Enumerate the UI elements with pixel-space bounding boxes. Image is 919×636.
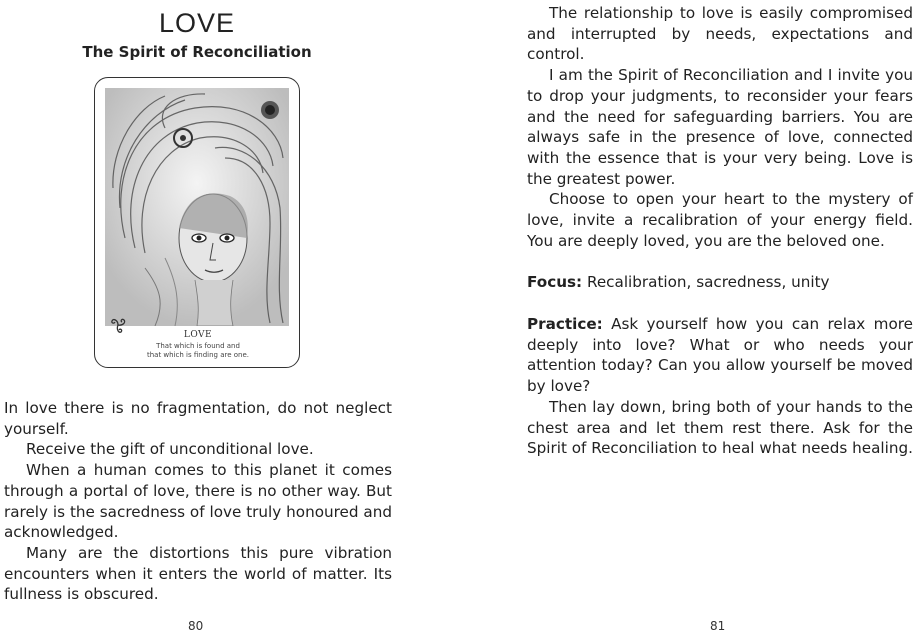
focus-line xyxy=(527,272,913,293)
chapter-subtitle: The Spirit of Reconciliation xyxy=(82,43,312,61)
card-caption-line: That which is found and xyxy=(156,342,240,350)
paragraph: In love there is no fragmentation, do not neglect yourself. xyxy=(4,399,392,438)
focus-text: Recalibration, sacredness, unity xyxy=(582,273,830,291)
practice-label: Practice: xyxy=(527,315,603,333)
paragraph: Receive the gift of unconditional love. xyxy=(26,440,314,459)
chapter-title: LOVE xyxy=(158,8,236,38)
practice-paragraph xyxy=(527,314,913,397)
paragraph: Choose to open your heart to the mystery of love, invite a recalibration of your energy field. You are deeply loved, you are the beloved one. xyxy=(527,190,913,250)
practice-section xyxy=(527,314,913,459)
paragraph: When a human comes to this planet it comes through a portal of love, there is no other way. But rarely is the sacredness of love truly honoured and acknowledged. xyxy=(4,461,392,542)
left-body-text xyxy=(4,398,392,605)
left-page xyxy=(0,0,459,636)
paragraph: Many are the distortions this pure vibration encounters when it enters the world of matter. Its fullness is obscured. xyxy=(4,543,392,604)
practice-text: Ask yourself how you can relax more deeply into love? What or who needs your attention today? Can you allow yourself be moved by love? xyxy=(527,315,913,396)
page-number: 81 xyxy=(710,619,726,633)
card-caption-line: that which is finding are one. xyxy=(146,351,249,359)
right-body-text xyxy=(527,3,913,251)
focus-label: Focus: xyxy=(527,273,583,291)
paragraph: Then lay down, bring both of your hands to the chest area and let them rest there. Ask for the Spirit of Reconciliation to heal what needs healing. xyxy=(527,397,913,458)
page-number: 80 xyxy=(188,619,204,633)
paragraph: I am the Spirit of Reconciliation and I invite you to drop your judgments, to reconsider your fears and the need for safeguarding barriers. You are always safe in the presence of love, connected with the essence that is your very being. Love is the greatest power. xyxy=(527,66,913,188)
paragraph: The relationship to love is easily compromised and interrupted by needs, expectations and control. xyxy=(527,4,913,64)
card-caption xyxy=(95,342,301,360)
oracle-card xyxy=(94,77,300,368)
spirit-portrait-illustration xyxy=(105,88,289,326)
card-title: LOVE xyxy=(183,330,213,340)
right-page xyxy=(460,0,919,636)
